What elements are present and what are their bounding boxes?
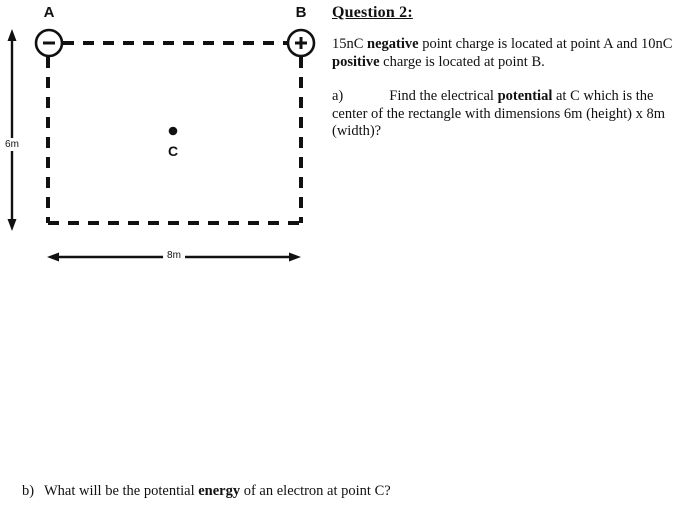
part-b-marker: b)	[22, 483, 35, 499]
energy-emphasis: energy	[198, 483, 241, 499]
charge-b-location-text: charge is located at point B.	[379, 53, 545, 70]
part-b-suffix: of an electron at point C?	[240, 483, 391, 499]
height-arrowhead-top-icon	[8, 29, 17, 41]
positive-emphasis: positive	[332, 53, 380, 70]
center-point-label: C	[167, 143, 179, 159]
charge-a-value-text: 15nC	[332, 36, 368, 52]
part-b-text	[22, 482, 391, 500]
question-heading: Question 2:	[332, 4, 413, 21]
rectangle-charge-diagram	[0, 0, 322, 290]
width-arrowhead-left-icon	[47, 253, 59, 262]
question-text-block	[332, 0, 681, 141]
part-b-prefix: What will be the potential	[44, 483, 199, 499]
width-arrowhead-right-icon	[289, 253, 301, 262]
height-dimension-label: 6m	[5, 139, 19, 150]
negative-emphasis: negative	[367, 36, 419, 52]
charge-b-value-text: 10nC	[641, 36, 673, 52]
part-a-marker: a)	[332, 88, 344, 104]
charge-b-label: B	[295, 4, 307, 21]
charge-a-label: A	[43, 4, 55, 21]
part-a-prefix: Find the electrical	[389, 88, 498, 104]
height-arrowhead-bottom-icon	[8, 219, 17, 231]
center-point-dot	[169, 127, 178, 136]
charges-description	[332, 36, 681, 71]
potential-emphasis: potential	[497, 88, 553, 104]
part-a-text	[332, 88, 681, 141]
charge-a-location-text: point charge is located at point A and	[418, 36, 642, 52]
part-a-suffix: at C which is the center of the rectangle with dimensions 6m (height) x 8m (width)?	[332, 88, 666, 139]
diagram-canvas	[0, 0, 322, 290]
width-dimension-label: 8m	[163, 250, 185, 261]
